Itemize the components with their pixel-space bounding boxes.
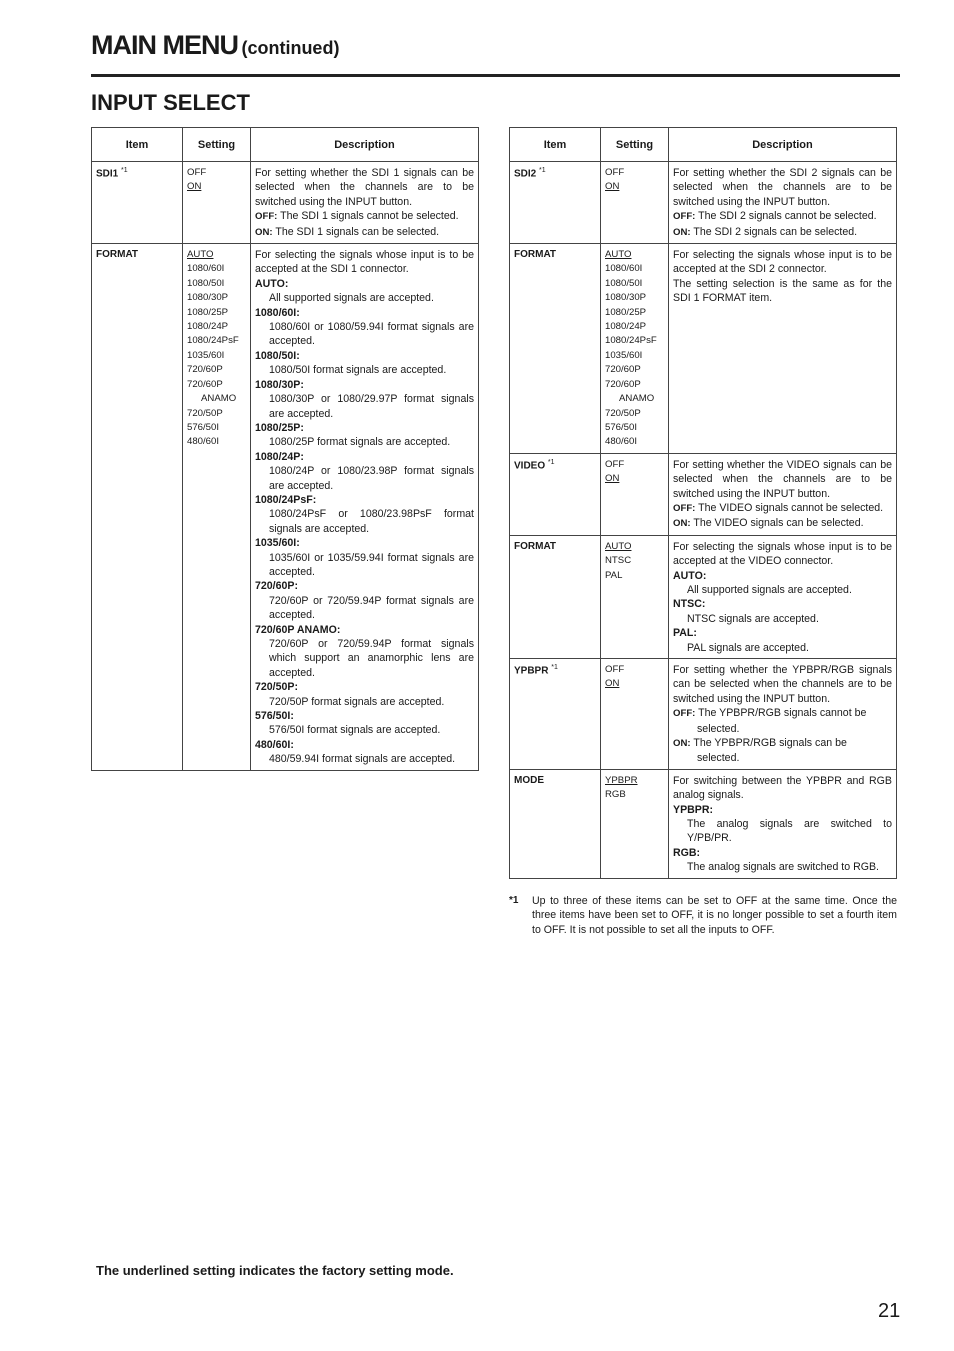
option-description: The SDI 2 signals cannot be selected. <box>698 210 877 223</box>
table-body-right <box>510 162 897 879</box>
column-header-setting: Setting <box>183 128 251 162</box>
setting-option: OFF <box>605 458 625 470</box>
item-name: YPBPR <box>514 665 549 677</box>
description-text: For setting whether the YPBPR/RGB signals can be selected when the channels are to be switched using the INPUT button. <box>673 664 892 705</box>
setting-option: 1080/25P <box>187 306 229 318</box>
option-label: ON: <box>673 738 691 750</box>
table-row <box>92 162 479 244</box>
option-label: AUTO: <box>255 277 289 290</box>
description-cell <box>669 535 897 658</box>
description-text: For setting whether the SDI 2 signals can be selected when the channels are to be switched using the INPUT button. <box>673 167 892 208</box>
description-text: The setting selection is the same as for the SDI 1 FORMAT item. <box>673 277 892 305</box>
setting-option-default: AUTO <box>605 249 632 261</box>
option-label: PAL: <box>673 627 697 640</box>
option-label: NTSC: <box>673 598 706 611</box>
setting-option: PAL <box>605 569 623 581</box>
option-description: 1080/24P or 1080/23.98P format signals are accepted. <box>269 465 474 492</box>
option-line <box>673 209 892 224</box>
setting-cell <box>183 244 251 771</box>
option-label: 720/50P: <box>255 681 298 694</box>
option-description: 576/50I format signals are accepted. <box>269 724 441 737</box>
option-description: 720/50P format signals are accepted. <box>269 695 445 708</box>
setting-option-default: ON <box>605 678 620 690</box>
setting-option: 480/60I <box>605 436 638 448</box>
option-label: 1035/60I: <box>255 537 300 550</box>
setting-option: 1080/24PsF <box>187 335 239 347</box>
option-description: 1080/24PsF or 1080/23.98PsF format signals are accepted. <box>269 508 474 535</box>
option-description: The VIDEO signals cannot be selected. <box>698 501 884 514</box>
setting-option: 576/50I <box>605 421 638 433</box>
setting-option: 1035/60I <box>605 349 643 361</box>
settings-table-right <box>509 127 897 879</box>
item-name: FORMAT <box>514 540 557 552</box>
option-line <box>255 225 474 240</box>
setting-option: 1080/30P <box>605 292 647 304</box>
setting-option: 1035/60I <box>187 349 225 361</box>
setting-option: 1080/24PsF <box>605 335 657 347</box>
title-rule <box>91 74 900 77</box>
option-description: The YPBPR/RGB signals cannot be selected. <box>697 707 867 735</box>
option-label: YPBPR: <box>673 803 714 816</box>
setting-option-default: AUTO <box>187 249 214 261</box>
item-cell <box>510 244 601 454</box>
description-text: For selecting the signals whose input is to be accepted at the SDI 1 connector. <box>255 249 474 276</box>
item-cell <box>92 162 183 244</box>
column-header-setting: Setting <box>601 128 669 162</box>
option-description: 720/60P or 720/59.94P format signals which support an anamorphic lens are accepted. <box>269 638 474 679</box>
setting-option: NTSC <box>605 555 632 567</box>
option-line <box>673 706 892 736</box>
item-name: VIDEO <box>514 460 546 472</box>
table-body-left <box>92 162 479 771</box>
description-cell <box>669 244 897 454</box>
page-title-main: MAIN MENU <box>91 30 238 60</box>
item-name: FORMAT <box>96 249 139 261</box>
page-title <box>91 30 339 61</box>
setting-option-default: AUTO <box>605 540 632 552</box>
table-header-row <box>92 128 479 162</box>
setting-option: 480/60I <box>187 436 220 448</box>
setting-cell <box>183 162 251 244</box>
setting-option-default: ON <box>605 473 620 485</box>
setting-option: OFF <box>187 167 207 178</box>
item-cell <box>92 244 183 771</box>
setting-option: 720/60P <box>605 364 641 376</box>
option-label: 1080/24P: <box>255 450 304 463</box>
setting-option: 1080/30P <box>187 292 229 304</box>
table-row <box>510 769 897 878</box>
setting-cell <box>601 659 669 770</box>
option-description: The SDI 2 signals can be selected. <box>693 225 858 238</box>
footnote-ref: *1 <box>551 664 558 671</box>
description-cell <box>669 453 897 535</box>
page-title-sub: (continued) <box>241 38 340 58</box>
option-label: OFF: <box>673 502 696 514</box>
setting-option: 720/50P <box>605 407 641 419</box>
column-header-item: Item <box>510 128 601 162</box>
option-description: 1080/25P format signals are accepted. <box>269 436 451 449</box>
setting-option: 576/50I <box>187 421 220 433</box>
option-line <box>673 736 892 766</box>
description-cell <box>669 769 897 878</box>
description-cell <box>251 162 479 244</box>
option-description: The YPBPR/RGB signals can be selected. <box>693 737 847 765</box>
setting-option: ANAMO <box>619 393 655 405</box>
page-number: 21 <box>878 1300 901 1322</box>
table-row <box>510 162 897 244</box>
footnote-ref: *1 <box>539 167 546 174</box>
option-description: The SDI 1 signals cannot be selected. <box>280 210 459 223</box>
description-text: For setting whether the SDI 1 signals can be selected when the channels are to be switched using the INPUT button. <box>255 167 474 208</box>
setting-option: 1080/60I <box>187 263 225 275</box>
option-label: ON: <box>673 518 691 530</box>
setting-option: RGB <box>605 789 626 801</box>
setting-option: 720/60P <box>187 364 223 376</box>
table-row <box>510 453 897 535</box>
option-description: 1080/60I or 1080/59.94I format signals are accepted. <box>269 321 474 348</box>
option-description: 1080/50I format signals are accepted. <box>269 364 447 377</box>
option-label: 576/50I: <box>255 710 294 723</box>
option-description: PAL signals are accepted. <box>687 641 809 654</box>
setting-option: 720/60P <box>605 378 641 390</box>
footnote-ref: *1 <box>547 458 555 466</box>
factory-setting-note: The underlined setting indicates the factory setting mode. <box>96 1263 454 1278</box>
setting-cell <box>601 769 669 878</box>
description-text: For selecting the signals whose input is to be accepted at the SDI 2 connector. <box>673 249 892 276</box>
settings-table-left <box>91 127 479 771</box>
setting-option: OFF <box>605 664 625 675</box>
setting-cell <box>601 453 669 535</box>
setting-option: 1080/24P <box>187 321 229 333</box>
option-label: 720/60P: <box>255 580 298 593</box>
option-label: 1080/60I: <box>255 306 300 319</box>
option-line <box>673 516 892 531</box>
option-description: All supported signals are accepted. <box>269 292 434 305</box>
description-text: For selecting the signals whose input is to be accepted at the VIDEO connector. <box>673 540 892 568</box>
option-label: ON: <box>255 226 273 238</box>
footnote-mark: *1 <box>509 895 519 906</box>
option-description: 480/59.94I format signals are accepted. <box>269 753 456 766</box>
item-name: SDI2 <box>514 168 537 180</box>
option-label: ON: <box>673 226 691 238</box>
column-header-description: Description <box>251 128 479 162</box>
setting-option-default: YPBPR <box>605 774 638 786</box>
setting-option: 1080/24P <box>605 321 647 333</box>
setting-cell <box>601 162 669 244</box>
footnote-text: Up to three of these items can be set to OFF at the same time. Once the three items have been set to OFF, it is no longer possible to set a fourth item to OFF. It is not possible to set all the inputs to OFF. <box>532 895 897 936</box>
table-row <box>510 659 897 770</box>
option-label: 1080/25P: <box>255 421 304 434</box>
table-header-row <box>510 128 897 162</box>
option-description: The SDI 1 signals can be selected. <box>275 225 440 238</box>
option-description: 1035/60I or 1035/59.94I format signals are accepted. <box>269 551 474 578</box>
option-description: 1080/30P or 1080/29.97P format signals are accepted. <box>269 393 474 420</box>
description-cell <box>669 162 897 244</box>
description-cell <box>251 244 479 771</box>
option-description: 720/60P or 720/59.94P format signals are accepted. <box>269 594 474 622</box>
setting-option: 720/50P <box>187 407 223 419</box>
item-cell <box>510 769 601 878</box>
option-line <box>255 209 474 224</box>
setting-option-default: ON <box>187 181 202 193</box>
option-description: All supported signals are accepted. <box>687 583 852 596</box>
option-description: NTSC signals are accepted. <box>687 612 819 625</box>
item-name: FORMAT <box>514 249 557 261</box>
setting-option: OFF <box>605 167 625 178</box>
setting-option: ANAMO <box>201 393 237 405</box>
description-text: For setting whether the VIDEO signals can be selected when the channels are to be switched using the INPUT button. <box>673 458 892 500</box>
item-cell <box>510 659 601 770</box>
option-label: RGB: <box>673 846 701 859</box>
option-label: OFF: <box>673 211 696 223</box>
setting-option: 1080/50I <box>605 277 643 289</box>
item-cell <box>510 453 601 535</box>
option-label: 1080/30P: <box>255 378 304 391</box>
option-label: 480/60I: <box>255 738 294 751</box>
setting-cell <box>601 244 669 454</box>
item-cell <box>510 535 601 658</box>
option-line <box>673 225 892 240</box>
option-label: 1080/24PsF: <box>255 493 317 506</box>
setting-option: 1080/60I <box>605 263 643 275</box>
footnote <box>509 894 897 937</box>
option-description: The analog signals are switched to Y/PB/PR. <box>687 818 892 845</box>
option-label: AUTO: <box>673 569 707 582</box>
column-header-description: Description <box>669 128 897 162</box>
setting-option-default: ON <box>605 181 620 193</box>
option-label: OFF: <box>673 708 696 720</box>
item-name: SDI1 <box>96 168 119 180</box>
table-row <box>92 244 479 771</box>
option-line <box>673 501 892 516</box>
setting-cell <box>601 535 669 658</box>
setting-option: 720/60P <box>187 378 223 390</box>
option-description: The VIDEO signals can be selected. <box>693 517 864 530</box>
column-header-item: Item <box>92 128 183 162</box>
setting-option: 1080/50I <box>187 277 225 289</box>
option-label: 1080/50I: <box>255 349 300 362</box>
option-description: The analog signals are switched to RGB. <box>687 861 879 874</box>
item-name: MODE <box>514 774 544 786</box>
table-row <box>510 535 897 658</box>
option-label: OFF: <box>255 211 278 223</box>
description-cell <box>669 659 897 770</box>
item-cell <box>510 162 601 244</box>
option-label: 720/60P ANAMO: <box>255 623 341 636</box>
description-text: For switching between the YPBPR and RGB analog signals. <box>673 774 892 802</box>
footnote-ref: *1 <box>121 167 128 174</box>
section-heading: INPUT SELECT <box>91 90 250 115</box>
table-row <box>510 244 897 454</box>
setting-option: 1080/25P <box>605 306 647 318</box>
